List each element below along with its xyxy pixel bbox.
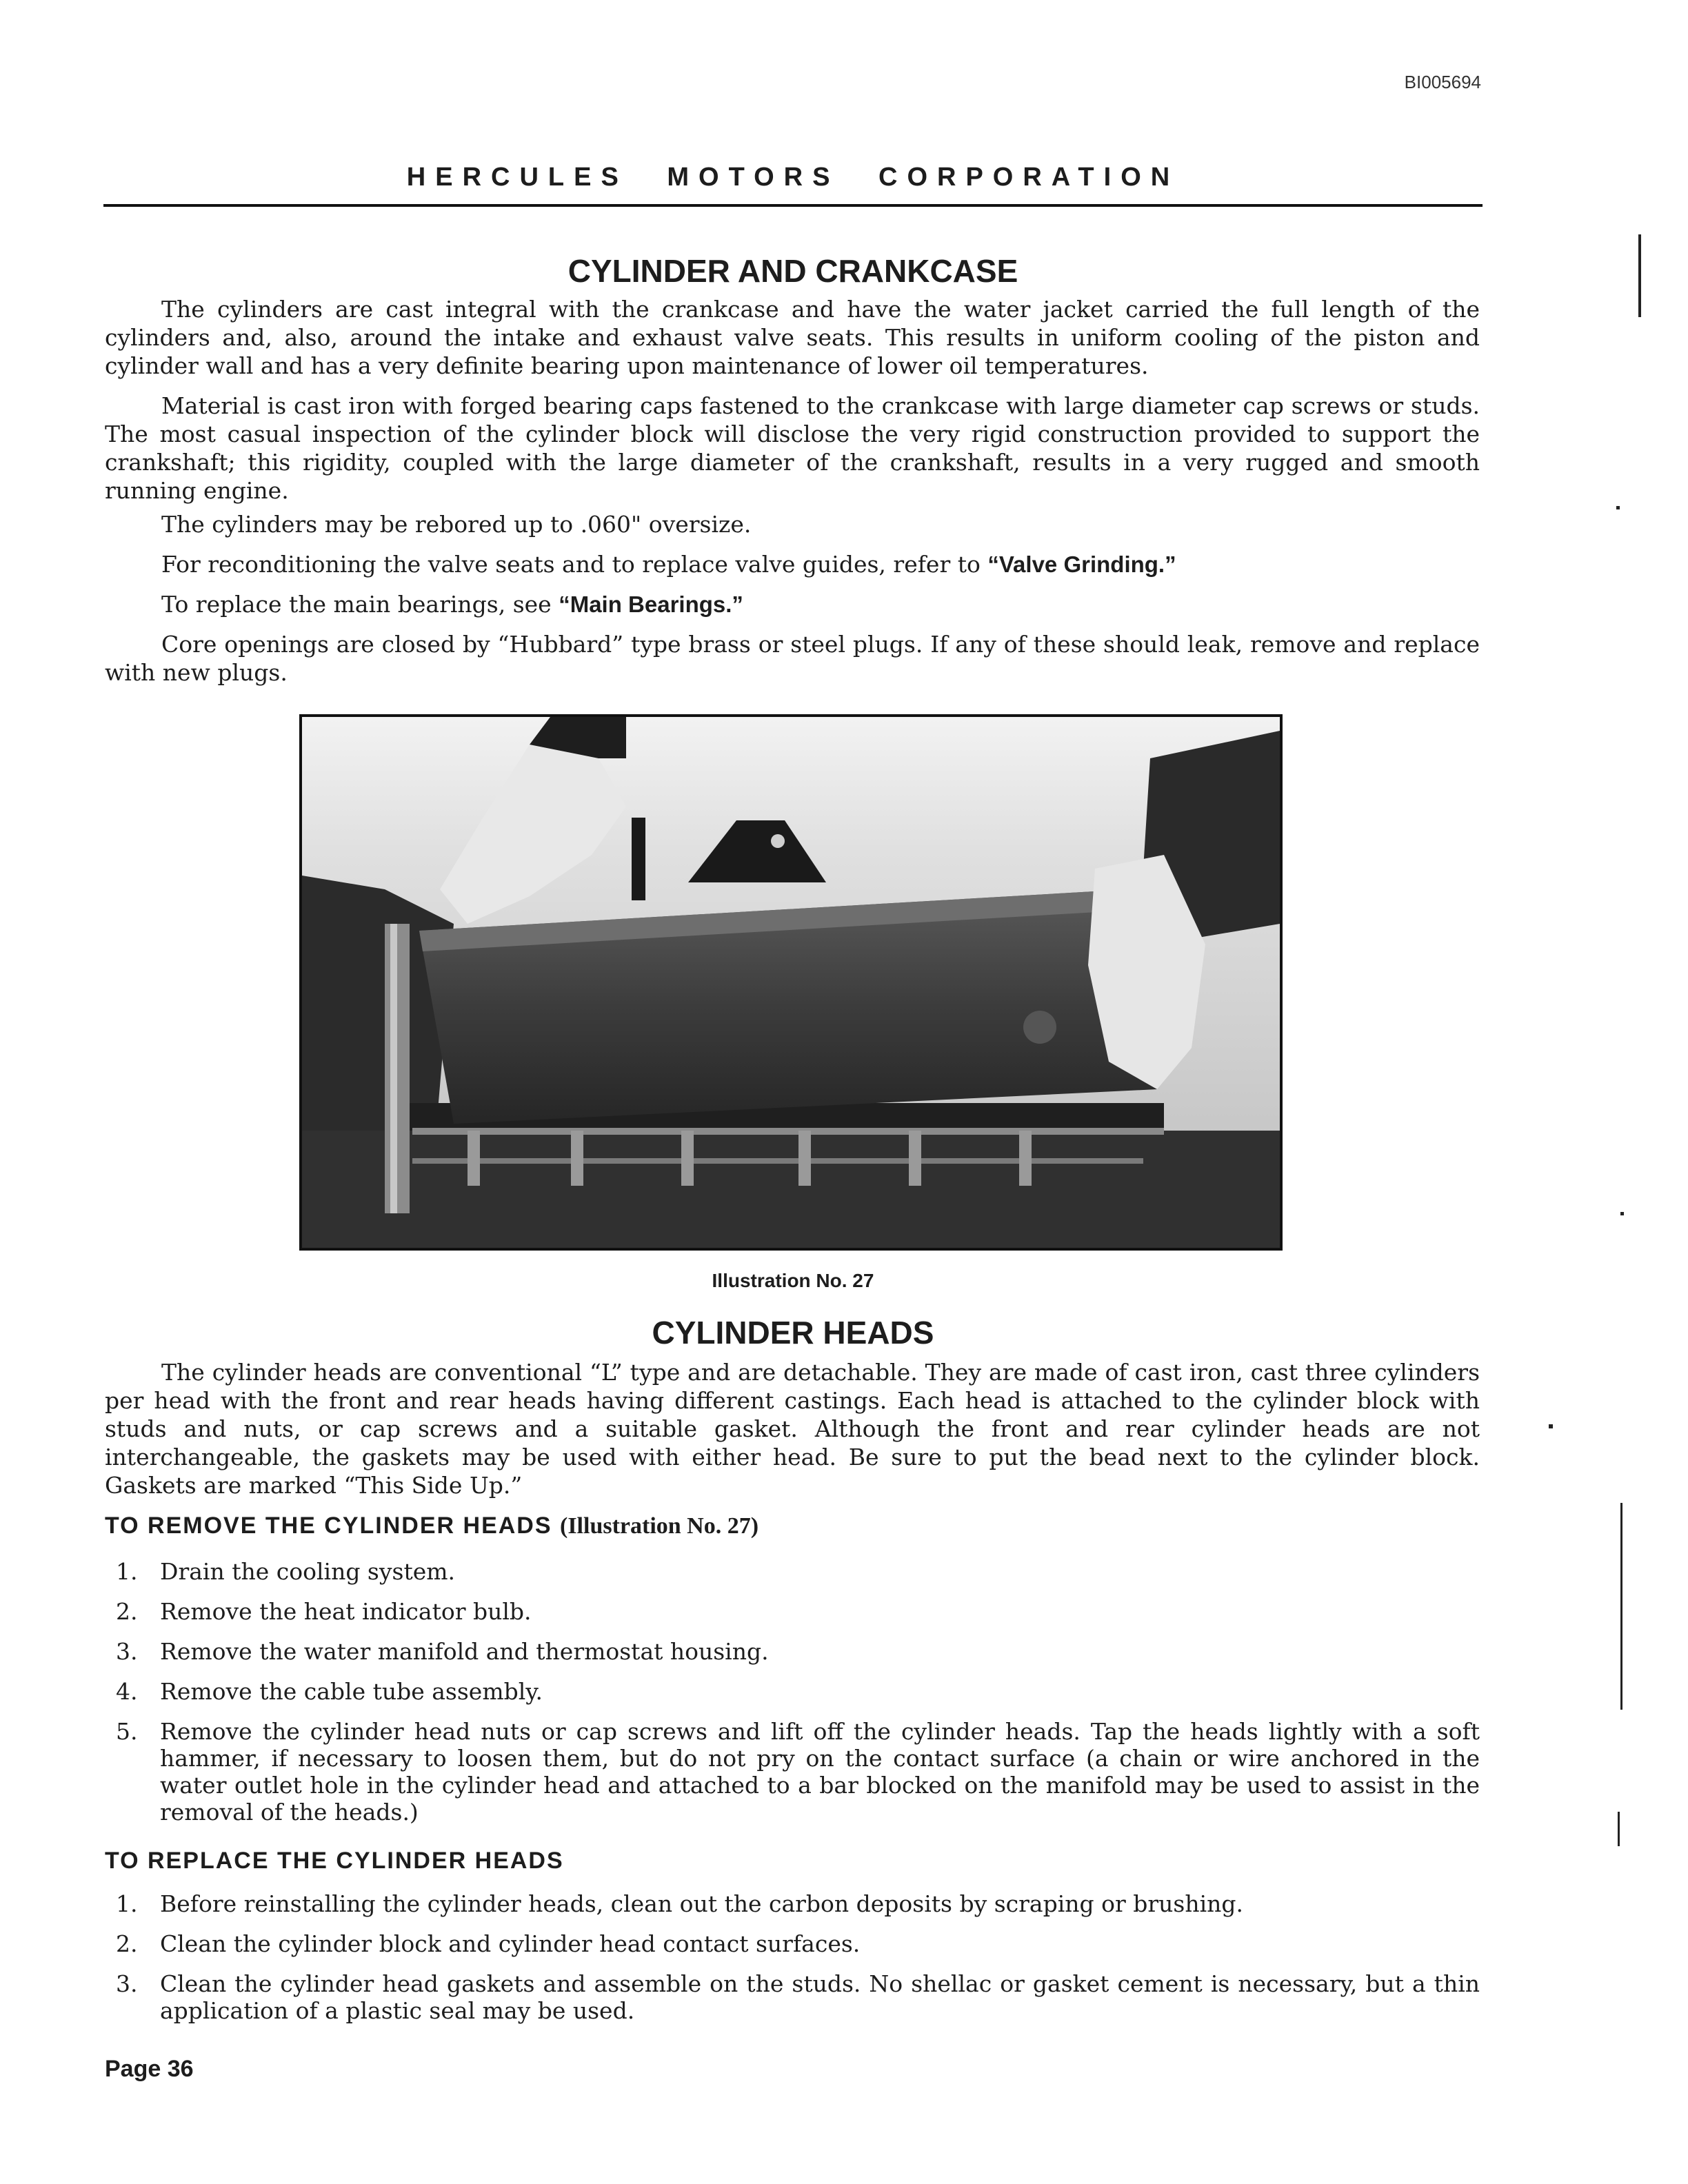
paragraph-cylinders-cast: The cylinders are cast integral with the crankcase and have the water jacket carried the full length of the cylinders and, also, around the intake and exhaust valve seats. This results in uniform cooling of the piston and cylinder wall and has a very definite bearing upon maintenance of lower oil temperatures.: [105, 296, 1480, 379]
page-number: Page 36: [105, 2056, 194, 2082]
margin-mark: [1620, 1503, 1622, 1710]
margin-mark: [1620, 1212, 1624, 1215]
remove-step-1: 1. Drain the cooling system.: [116, 1558, 456, 1585]
replace-step-2: 2. Clean the cylinder block and cylinder head contact surfaces.: [116, 1930, 861, 1957]
section-title-cylinder-heads: CYLINDER HEADS: [652, 1315, 934, 1351]
paragraph-rebore: The cylinders may be rebored up to .060" oversize.: [161, 511, 752, 538]
paragraph-cylinder-heads: The cylinder heads are conventional “L” type and are detachable. They are made of cast iron, cast three cylinders per head with the front and rear heads having different castings. Each head is attached to the cylinder block with studs and nuts, or cap screws and a suitable gasket. Although the front and rear cylinder heads are not interchangeable, the gaskets may be used with either head. Be sure to put the bead next to the cylinder block. Gaskets are marked “This Side Up.”: [105, 1359, 1480, 1499]
photo-engine-block: [302, 717, 1280, 1248]
margin-mark: [1618, 1812, 1620, 1846]
replace-step-3: 3. Clean the cylinder head gaskets and assemble on the studs. No shellac or gasket cement is necessary, but a thin application of a plastic seal may be used.: [116, 1970, 1480, 2024]
paragraph-main-bearings: To replace the main bearings, see “Main Bearings.”: [161, 591, 743, 618]
margin-mark: [1616, 506, 1620, 509]
cylinder-head-photo: [299, 714, 1283, 1251]
main-bearings-reference: “Main Bearings.”: [559, 592, 743, 617]
remove-step-5: 5. Remove the cylinder head nuts or cap screws and lift off the cylinder heads. Tap the heads lightly with a soft hammer, if necessary to loosen them, but do not pry on the contact surface (a chain or wire anchored in the water outlet hole in the cylinder head and attached to a bar blocked on the manifold may be used to assist in the removal of the heads.): [116, 1718, 1480, 1826]
document-id: BI005694: [1404, 72, 1481, 92]
replace-heads-heading: TO REPLACE THE CYLINDER HEADS: [105, 1848, 564, 1874]
paragraph-core-openings: Core openings are closed by “Hubbard” type brass or steel plugs. If any of these should leak, remove and replace with new plugs.: [105, 631, 1480, 686]
paragraph-reconditioning: For reconditioning the valve seats and to replace valve guides, refer to “Valve Grinding.”: [161, 551, 1176, 578]
illustration-caption: Illustration No. 27: [712, 1270, 874, 1291]
paragraph-material: Material is cast iron with forged bearing caps fastened to the crankcase with large diameter cap screws or studs. The most casual inspection of the cylinder block will disclose the very rigid construction provided to support the crankshaft; this rigidity, coupled with the large diameter of the crankshaft, results in a very rugged and smooth running engine.: [105, 392, 1480, 504]
section-title-cylinder-crankcase: CYLINDER AND CRANKCASE: [567, 253, 1018, 289]
remove-step-2: 2. Remove the heat indicator bulb.: [116, 1598, 532, 1625]
replace-step-1: 1. Before reinstalling the cylinder heads, clean out the carbon deposits by scraping or brushing.: [116, 1890, 1244, 1917]
remove-heads-heading: TO REMOVE THE CYLINDER HEADS (Illustration No. 27): [105, 1513, 759, 1539]
margin-mark: [1549, 1424, 1553, 1428]
margin-mark: [1638, 234, 1641, 317]
remove-step-3: 3. Remove the water manifold and thermostat housing.: [116, 1638, 769, 1665]
remove-step-4: 4. Remove the cable tube assembly.: [116, 1678, 543, 1705]
header-rule: [103, 204, 1483, 207]
corporation-header: HERCULES MOTORS CORPORATION: [406, 163, 1180, 192]
valve-grinding-reference: “Valve Grinding.”: [987, 552, 1176, 577]
